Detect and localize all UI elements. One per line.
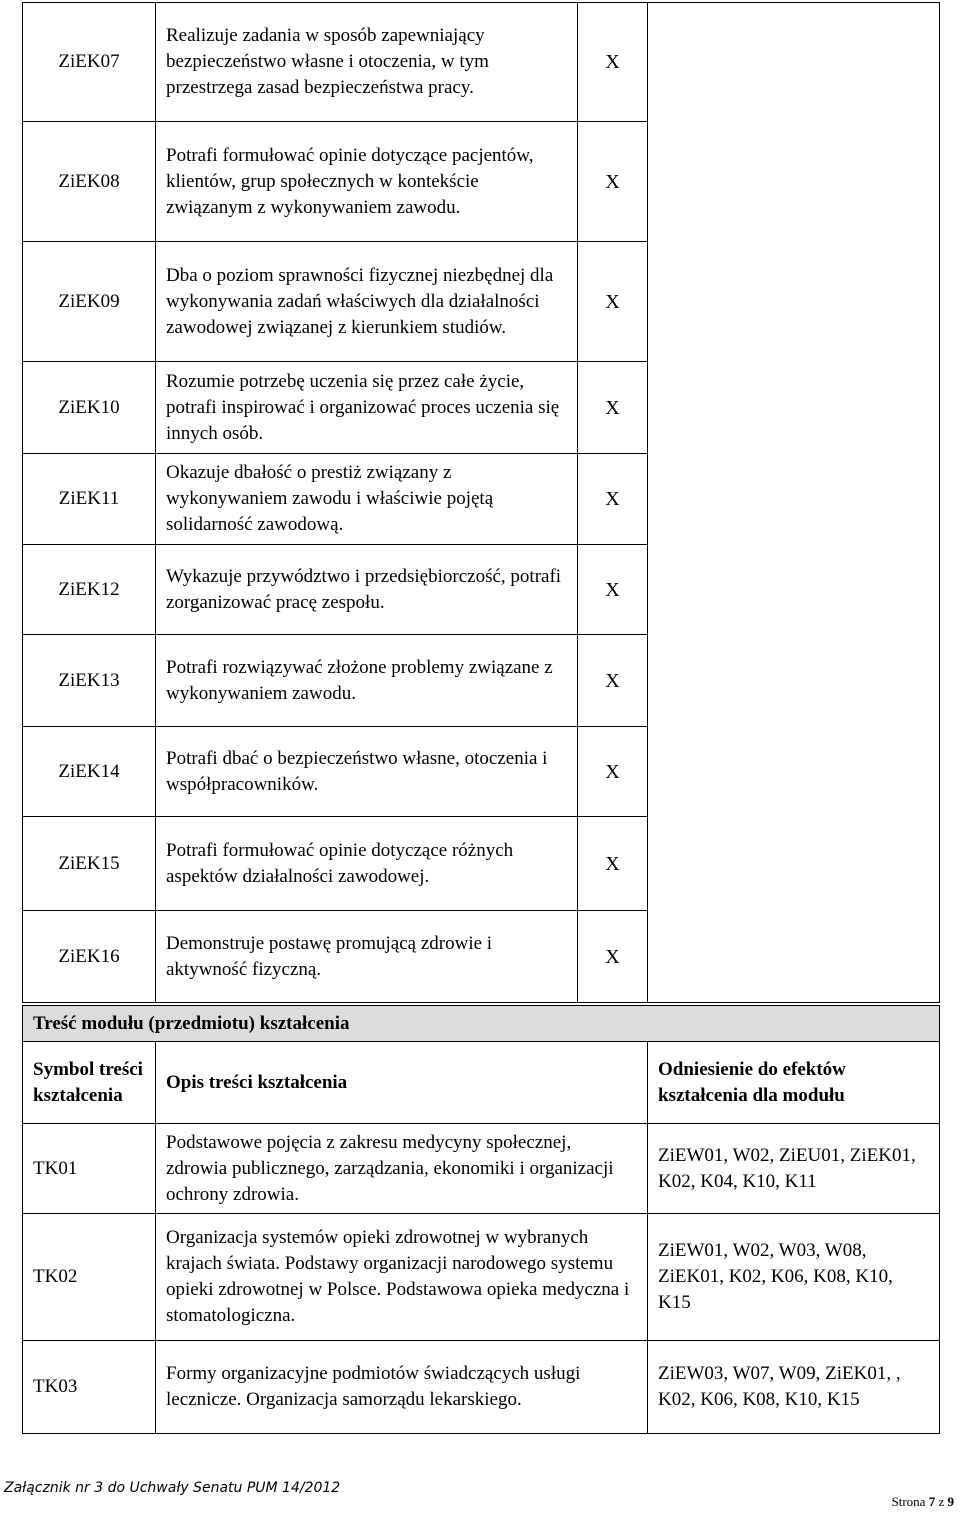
module-content-table xyxy=(22,1005,940,1434)
section-header-row xyxy=(23,1006,940,1042)
effect-code: ZiEK10 xyxy=(23,362,156,454)
content-reference: ZiEW01, W02, W03, W08, ZiEK01, K02, K06, K08, K10, K15 xyxy=(648,1214,940,1341)
content-symbol: TK01 xyxy=(23,1124,156,1214)
section-title: Treść modułu (przedmiotu) kształcenia xyxy=(23,1006,940,1042)
content-symbol: TK02 xyxy=(23,1214,156,1341)
effect-mark: X xyxy=(578,727,648,817)
effect-code: ZiEK11 xyxy=(23,454,156,545)
header-symbol: Symbol treści kształcenia xyxy=(23,1042,156,1124)
effect-mark: X xyxy=(578,545,648,635)
content-reference: ZiEW03, W07, W09, ZiEK01, , K02, K06, K08, K10, K15 xyxy=(648,1341,940,1434)
effect-mark: X xyxy=(578,817,648,911)
header-reference: Odniesienie do efektów kształcenia dla modułu xyxy=(648,1042,940,1124)
effect-code: ZiEK16 xyxy=(23,911,156,1003)
effect-description: Dba o poziom sprawności fizycznej niezbędnej dla wykonywania zadań właściwych dla działalności zawodowej związanej z kierunkiem studiów. xyxy=(156,242,578,362)
effect-code: ZiEK08 xyxy=(23,122,156,242)
page-number xyxy=(892,1494,954,1510)
page-current: 7 xyxy=(928,1494,936,1509)
effect-code: ZiEK09 xyxy=(23,242,156,362)
effect-mark: X xyxy=(578,3,648,122)
table-row xyxy=(23,1214,940,1341)
effect-code: ZiEK13 xyxy=(23,635,156,727)
effect-code: ZiEK12 xyxy=(23,545,156,635)
learning-effects-table xyxy=(22,2,940,1003)
content-description: Podstawowe pojęcia z zakresu medycyny społecznej, zdrowia publicznego, zarządzania, ekonomiki i organizacji ochrony zdrowia. xyxy=(156,1124,648,1214)
table-row xyxy=(23,1124,940,1214)
attachment-note: Załącznik nr 3 do Uchwały Senatu PUM 14/2012 xyxy=(4,1480,341,1496)
content-description: Formy organizacyjne podmiotów świadczących usługi lecznicze. Organizacja samorządu lekarskiego. xyxy=(156,1341,648,1434)
effect-description: Rozumie potrzebę uczenia się przez całe życie, potrafi inspirować i organizować proces uczenia się innych osób. xyxy=(156,362,578,454)
effect-mark: X xyxy=(578,362,648,454)
effect-code: ZiEK15 xyxy=(23,817,156,911)
content-description: Organizacja systemów opieki zdrowotnej w wybranych krajach świata. Podstawy organizacji narodowego systemu opieki zdrowotnej w Polsce. Podstawowa opieka medyczna i stomatologiczna. xyxy=(156,1214,648,1341)
column-header-row xyxy=(23,1042,940,1124)
effect-mark: X xyxy=(578,454,648,545)
header-description: Opis treści kształcenia xyxy=(156,1042,648,1124)
effect-mark: X xyxy=(578,122,648,242)
effect-mark: X xyxy=(578,911,648,1003)
table-row xyxy=(23,3,940,122)
effect-mark: X xyxy=(578,635,648,727)
effect-description: Okazuje dbałość o prestiż związany z wykonywaniem zawodu i właściwie pojętą solidarność zawodową. xyxy=(156,454,578,545)
effect-description: Potrafi formułować opinie dotyczące pacjentów, klientów, grup społecznych w kontekście związanym z wykonywaniem zawodu. xyxy=(156,122,578,242)
page-word: Strona xyxy=(891,1494,926,1509)
table-row xyxy=(23,1341,940,1434)
effect-description: Realizuje zadania w sposób zapewniający bezpieczeństwo własne i otoczenia, w tym przestrzega zasad bezpieczeństwa pracy. xyxy=(156,3,578,122)
effect-description: Potrafi formułować opinie dotyczące różnych aspektów działalności zawodowej. xyxy=(156,817,578,911)
effect-code: ZiEK07 xyxy=(23,3,156,122)
effect-description: Potrafi dbać o bezpieczeństwo własne, otoczenia i współpracowników. xyxy=(156,727,578,817)
page-total: 9 xyxy=(947,1494,954,1509)
effect-code: ZiEK14 xyxy=(23,727,156,817)
effect-description: Potrafi rozwiązywać złożone problemy związane z wykonywaniem zawodu. xyxy=(156,635,578,727)
page-of: z xyxy=(938,1494,945,1509)
effect-description: Demonstruje postawę promującą zdrowie i aktywność fizyczną. xyxy=(156,911,578,1003)
effect-mark: X xyxy=(578,242,648,362)
empty-cell xyxy=(648,3,940,1003)
content-symbol: TK03 xyxy=(23,1341,156,1434)
effect-description: Wykazuje przywództwo i przedsiębiorczość, potrafi zorganizować pracę zespołu. xyxy=(156,545,578,635)
content-reference: ZiEW01, W02, ZiEU01, ZiEK01, K02, K04, K10, K11 xyxy=(648,1124,940,1214)
